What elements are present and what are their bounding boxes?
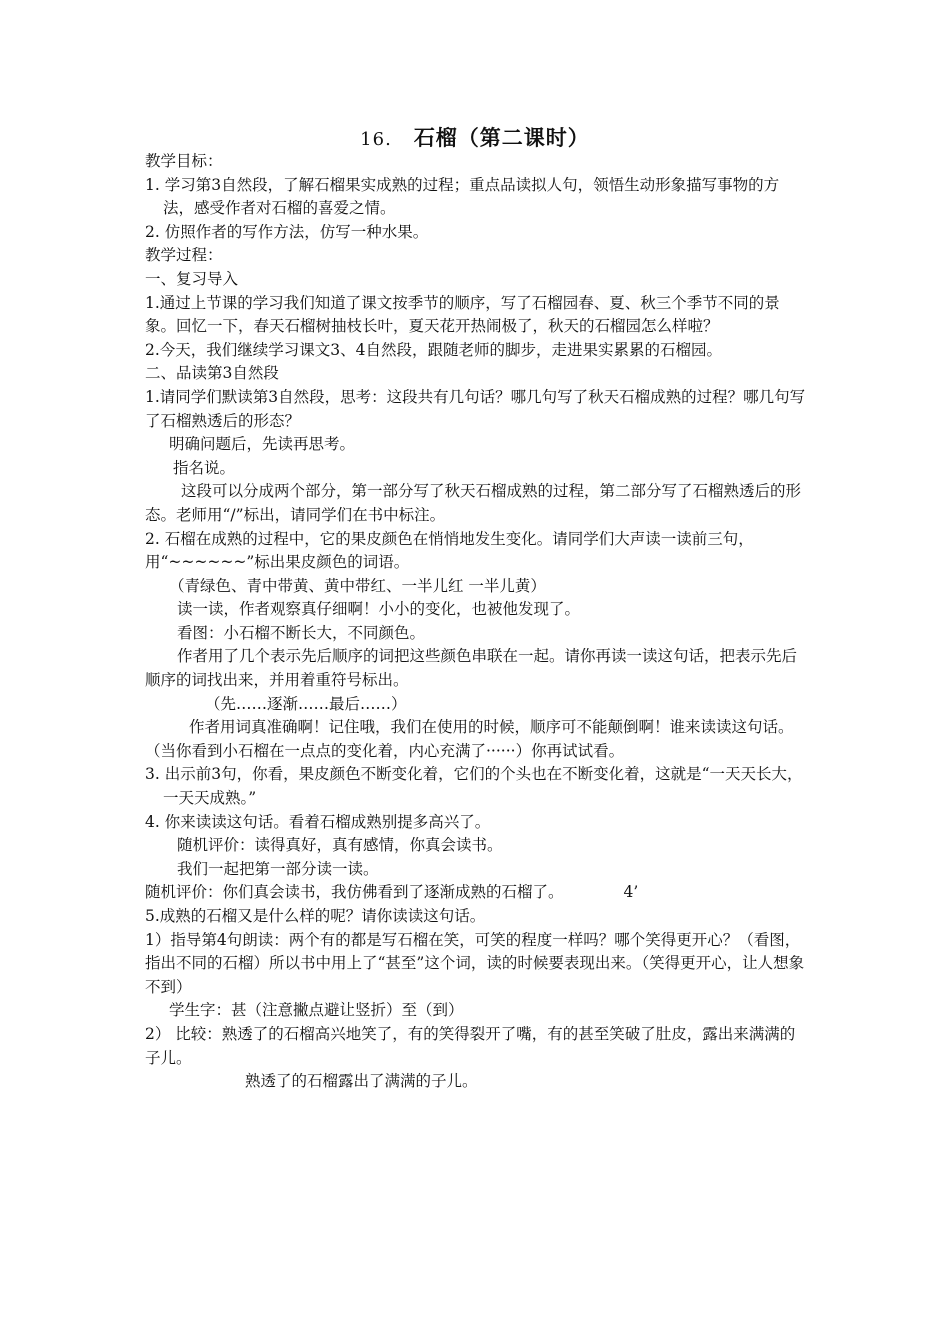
paragraph: 2） 比较：熟透了的石榴高兴地笑了，有的笑得裂开了嘴，有的甚至笑破了肚皮，露出来满满的子儿。 — [145, 1024, 796, 1067]
paragraph: 随机评价：读得真好，真有感情，你真会读书。 — [177, 836, 503, 855]
paragraph: 3. 出示前3句，你看，果皮颜色不断变化着，它们的个头也在不断变化着，这就是“一天天长大，一天天成熟。” — [145, 765, 803, 808]
title-number: 16. — [360, 129, 392, 150]
paragraph: 作者用词真准确啊！记住哦，我们在使用的时候，顺序可不能颠倒啊！谁来读读这句话。（当你看到小石榴在一点点的变化着，内心充满了······）你再试试看。 — [145, 718, 794, 760]
lesson-body — [145, 150, 810, 1094]
paragraph: 看图：小石榴不断长大，不同颜色。 — [177, 623, 426, 642]
step-heading-review: 一、复习导入 — [145, 269, 239, 288]
page-title — [0, 122, 950, 152]
goal-item-2: 2. 仿照作者的写作方法，仿写一种水果。 — [145, 222, 429, 241]
paragraph: 我们一起把第一部分读一读。 — [177, 859, 379, 878]
paragraph: 2.今天，我们继续学习课文3、4自然段，跟随老师的脚步，走进果实累累的石榴园。 — [145, 340, 723, 359]
paragraph: 指名说。 — [173, 458, 236, 477]
paragraph: 1.通过上节课的学习我们知道了课文按季节的顺序，写了石榴园春、夏、秋三个季节不同的景象。回忆一下，春天石榴树抽枝长叶，夏天花开热闹极了，秋天的石榴园怎么样啦？ — [145, 293, 780, 336]
section-heading-process: 教学过程： — [145, 246, 223, 265]
paragraph: 2. 石榴在成熟的过程中，它的果皮颜色在悄悄地发生变化。请同学们大声读一读前三句，用“~~~~~~”标出果皮颜色的词语。 — [145, 529, 754, 572]
answer-line: （青绿色、青中带黄、黄中带红、一半儿红 一半儿黄） — [169, 576, 546, 595]
time-note: 4’ — [623, 883, 639, 902]
paragraph: 这段可以分成两个部分，第一部分写了秋天石榴成熟的过程，第二部分写了石榴熟透后的形态。老师用“/”标出，请同学们在书中标注。 — [145, 482, 802, 524]
paragraph: 作者用了几个表示先后顺序的词把这些颜色串联在一起。请你再读一读这句话，把表示先后顺序的词找出来，并用着重符号标出。 — [145, 647, 798, 690]
paragraph: 熟透了的石榴露出了满满的子儿。 — [245, 1072, 478, 1091]
paragraph: 1）指导第4句朗读：两个有的都是写石榴在笑，可笑的程度一样吗？哪个笑得更开心？（看图，指出不同的石榴）所以书中用上了“甚至”这个词，读的时候要表现出来。（笑得更开心，让人想象不到） — [145, 930, 805, 996]
title-text: 石榴（第二课时） — [413, 125, 590, 150]
answer-line: （先……逐渐……最后……） — [205, 694, 407, 713]
paragraph: 1.请同学们默读第3自然段，思考：这段共有几句话？哪几句写了秋天石榴成熟的过程？哪几句写了石榴熟透后的形态？ — [145, 387, 806, 430]
section-heading-goals: 教学目标： — [145, 152, 223, 170]
goal-item-1: 1. 学习第3自然段，了解石榴果实成熟的过程；重点品读拟人句，领悟生动形象描写事物的方法，感受作者对石榴的喜爱之情。 — [145, 175, 780, 218]
paragraph: 读一读，作者观察真仔细啊！小小的变化，也被他发现了。 — [177, 600, 581, 619]
paragraph-text: 随机评价：你们真会读书，我仿佛看到了逐渐成熟的石榴了。 — [145, 883, 564, 902]
paragraph: 4. 你来读读这句话。看着石榴成熟别提多高兴了。 — [145, 812, 491, 831]
paragraph — [145, 881, 810, 905]
paragraph: 学生字：甚（注意撇点避让竖折）至（到） — [169, 1001, 464, 1020]
step-heading-read-paragraph-3: 二、品读第3自然段 — [145, 364, 279, 383]
paragraph: 明确问题后，先读再思考。 — [169, 435, 356, 454]
paragraph: 5.成熟的石榴又是什么样的呢？请你读读这句话。 — [145, 907, 486, 925]
